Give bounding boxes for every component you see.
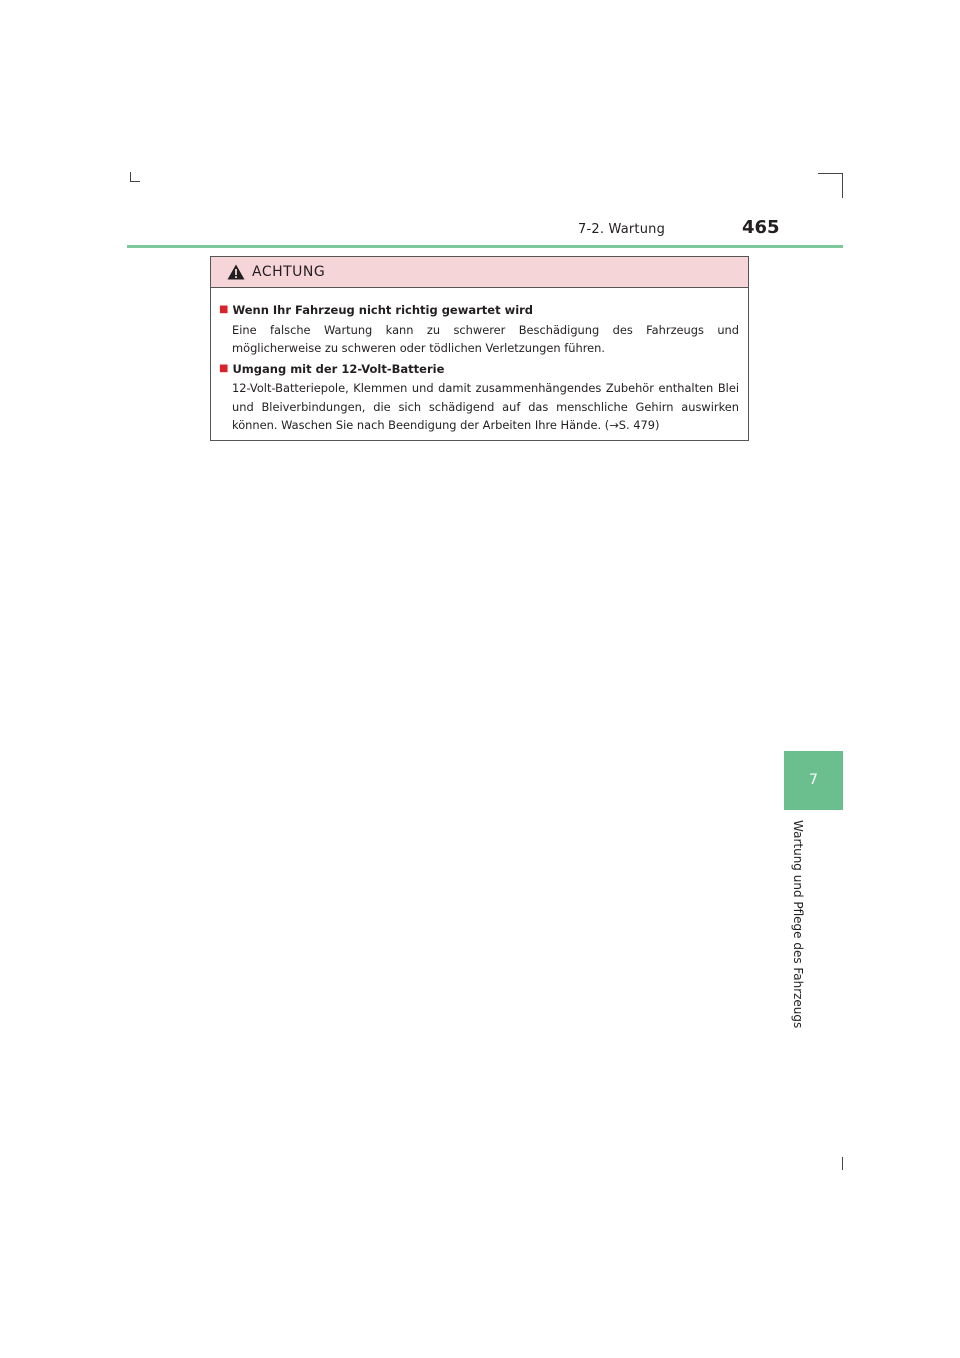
section-title: 7-2. Wartung [578, 222, 666, 237]
warning-item-heading [219, 360, 739, 379]
crop-mark [818, 173, 843, 174]
chapter-tab: 7 [784, 751, 843, 810]
warning-item-heading-text: Umgang mit der 12-Volt-Batterie [232, 361, 445, 376]
page-number: 465 [742, 217, 780, 238]
crop-mark [842, 173, 843, 198]
warning-box [210, 256, 749, 441]
header-rule [127, 245, 843, 248]
square-bullet-icon: ■ [219, 362, 229, 374]
warning-title: ACHTUNG [252, 264, 326, 280]
warning-item-heading [219, 301, 739, 320]
warning-item-text: Eine falsche Wartung kann zu schwerer Beschädigung des Fahrzeugs und möglicherweise zu schweren oder tödlichen Verletzungen führen. [232, 322, 739, 355]
square-bullet-icon: ■ [219, 304, 229, 315]
warning-item-text: 12-Volt-Batteriepole, Klemmen und damit zusammenhängendes Zubehör enthalten Blei und Bleiverbindungen, die sich schädigend auf das menschliche Gehirn auswirken können. Waschen Sie nach Beendigung der Arbeiten Ihre Hände. (→S. 479) [232, 381, 739, 432]
warning-item-heading-text: Wenn Ihr Fahrzeug nicht richtig gewartet wird [232, 303, 534, 317]
crop-mark [842, 1157, 843, 1170]
chapter-title: Wartung und Pflege des Fahrzeugs [791, 820, 805, 1029]
crop-mark [130, 181, 140, 182]
warning-triangle-icon [227, 264, 245, 280]
warning-body [211, 288, 748, 435]
warning-header [211, 257, 748, 288]
